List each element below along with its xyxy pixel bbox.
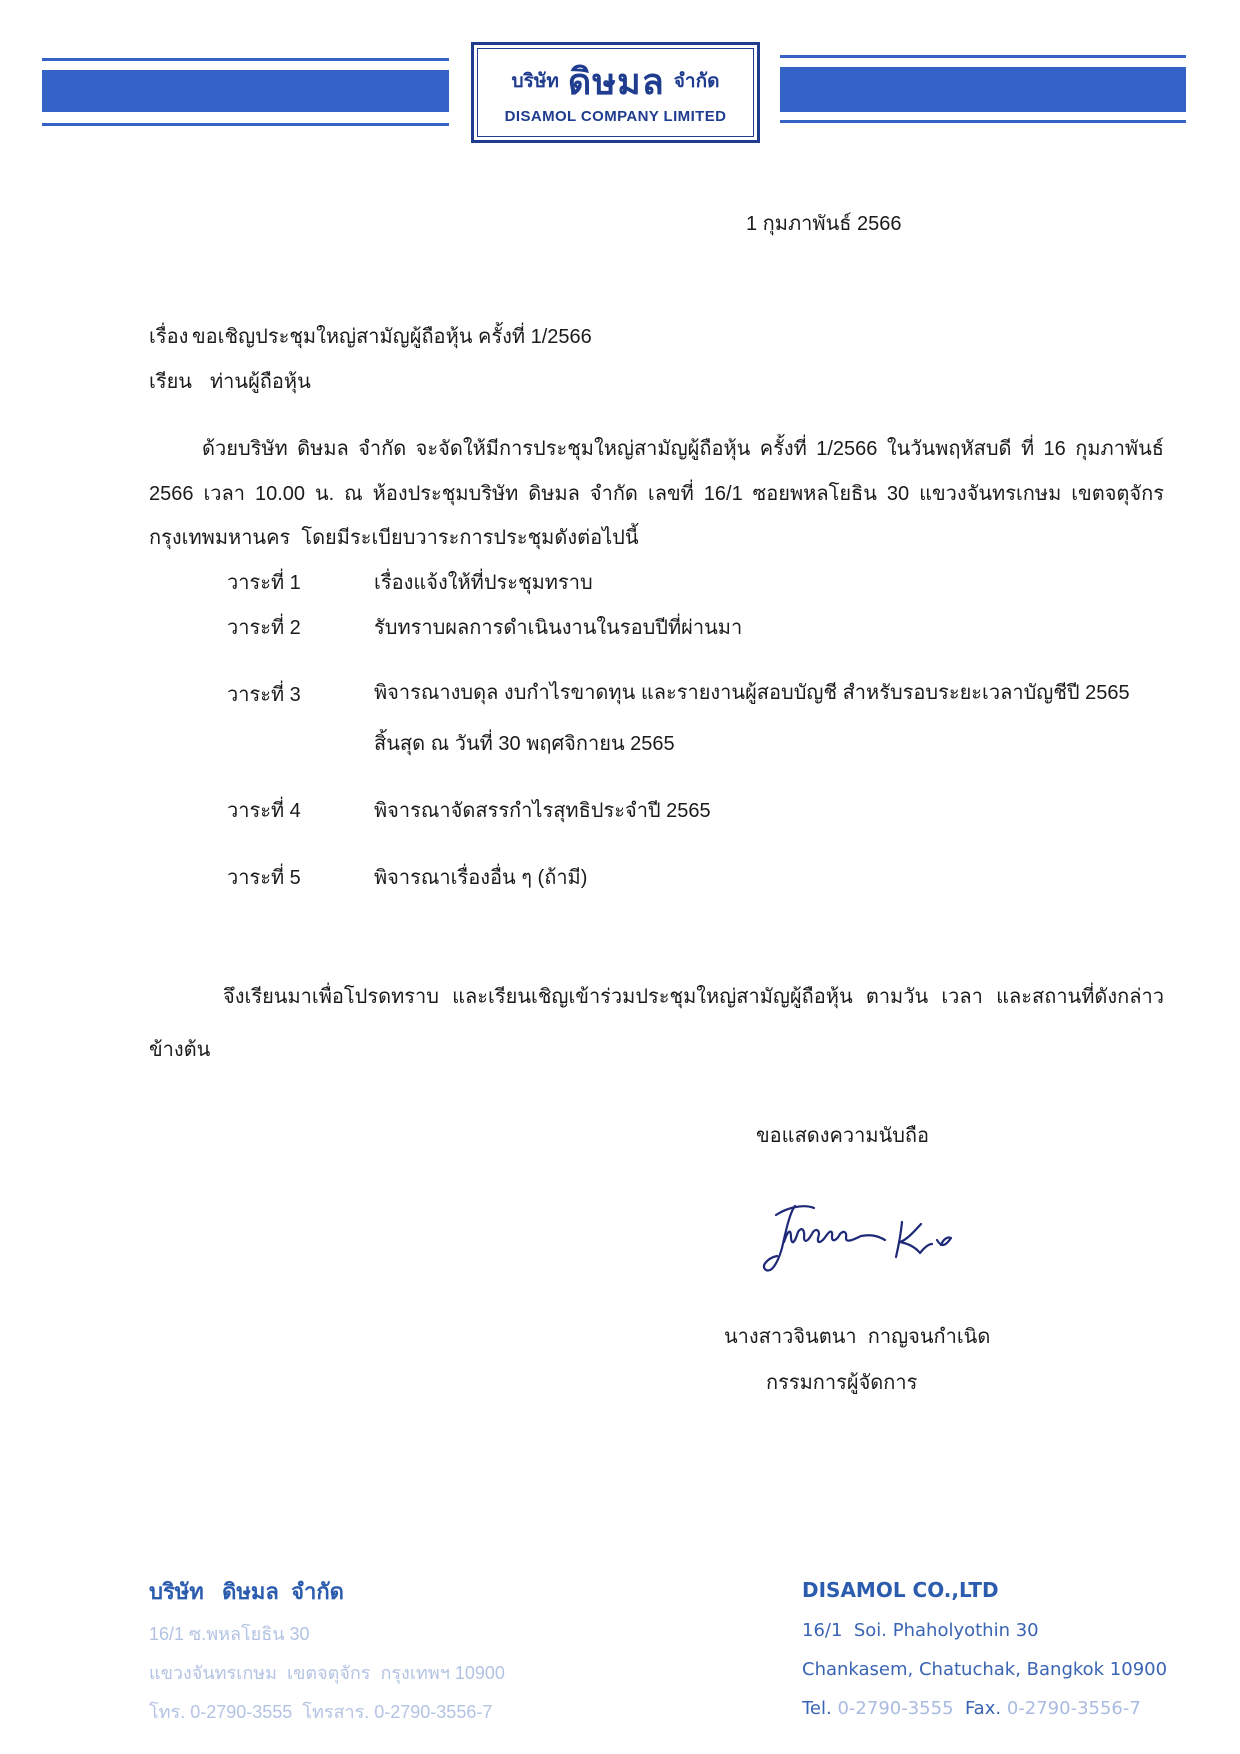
footer-thai-phone: โทร. 0-2790-3555 โทรสาร. 0-2790-3556-7	[149, 1702, 493, 1722]
signatory-title: กรรมการผู้จัดการ	[766, 1372, 918, 1394]
agenda-item-text: พิจารณาเรื่องอื่น ๆ (ถ้ามี)	[374, 867, 588, 889]
closing-line: จึงเรียนมาเพื่อโปรดทราบ และเรียนเชิญเข้าร่วมประชุมใหญ่สามัญผู้ถือหุ้น ตามวัน เวลา และสถานที่ดังกล่าว	[223, 986, 1164, 1008]
header-rule-right-thick	[780, 67, 1186, 112]
fax-label: Fax.	[964, 1698, 1002, 1719]
footer-english-address-2: Chankasem, Chatuchak, Bangkok 10900	[802, 1659, 1168, 1680]
agenda-item-label: วาระที่ 4	[227, 800, 301, 822]
body-line: ด้วยบริษัท ดิษมล จำกัด จะจัดให้มีการประชุมใหญ่สามัญผู้ถือหุ้น ครั้งที่ 1/2566 ในวันพฤหัสบดี ที่ 16 กุมภาพันธ์	[202, 438, 1164, 460]
agenda-item-text: เรื่องแจ้งให้ที่ประชุมทราบ	[374, 572, 593, 594]
agenda-item-text: รับทราบผลการดำเนินงานในรอบปีที่ผ่านมา	[374, 617, 743, 639]
header-rule-right-thin-top	[780, 55, 1186, 58]
closing-line: ข้างต้น	[149, 1039, 211, 1061]
header-rule-left-thin-top	[42, 58, 449, 61]
header-rule-left-thin-bottom	[42, 123, 449, 126]
footer-english-address-1: 16/1 Soi. Phaholyothin 30	[802, 1620, 1039, 1641]
agenda-item-text-continued: สิ้นสุด ณ วันที่ 30 พฤศจิกายน 2565	[374, 733, 675, 755]
body-line: กรุงเทพมหานคร โดยมีระเบียบวาระการประชุมดังต่อไปนี้	[149, 527, 639, 549]
logo-suffix: จำกัด	[673, 71, 720, 92]
signoff: ขอแสดงความนับถือ	[756, 1125, 930, 1147]
tel-number: 0-2790-3555	[837, 1698, 954, 1719]
letter-date: 1 กุมภาพันธ์ 2566	[746, 213, 902, 235]
recipient-text: ท่านผู้ถือหุ้น	[210, 371, 311, 393]
signature-image	[760, 1200, 965, 1282]
agenda-item-text: พิจารณาจัดสรรกำไรสุทธิประจำปี 2565	[374, 800, 711, 822]
agenda-item-label: วาระที่ 3	[227, 684, 301, 706]
header-rule-left-thick	[42, 70, 449, 112]
signatory-name: นางสาวจินตนา กาญจนกำเนิด	[724, 1326, 991, 1348]
footer-english-contact	[802, 1696, 1141, 1722]
company-logo	[471, 42, 760, 143]
agenda-item-label: วาระที่ 5	[227, 867, 301, 889]
agenda-item-text: พิจารณางบดุล งบกำไรขาดทุน และรายงานผู้สอบบัญชี สำหรับรอบระยะเวลาบัญชีปี 2565	[374, 682, 1130, 704]
fax-number: 0-2790-3556-7	[1006, 1698, 1141, 1719]
footer-thai-address-2: แขวงจันทรเกษม เขตจตุจักร กรุงเทพฯ 10900	[149, 1663, 505, 1683]
agenda-item-label: วาระที่ 2	[227, 617, 301, 639]
header-rule-right-thin-bottom	[780, 120, 1186, 123]
logo-prefix: บริษัท	[511, 71, 559, 92]
recipient-label: เรียน	[149, 371, 192, 393]
tel-label: Tel.	[802, 1698, 832, 1719]
subject-label: เรื่อง	[149, 326, 189, 348]
footer-thai-address-1: 16/1 ซ.พหลโยธิน 30	[149, 1624, 310, 1644]
footer-thai-company: บริษัท ดิษมล จำกัด	[149, 1579, 344, 1604]
logo-name: ดิษมล	[567, 60, 665, 102]
subject-text: ขอเชิญประชุมใหญ่สามัญผู้ถือหุ้น ครั้งที่ 1/2566	[192, 326, 592, 348]
logo-english-name: DISAMOL COMPANY LIMITED	[504, 108, 727, 125]
footer-english-company: DISAMOL CO.,LTD	[802, 1578, 999, 1602]
body-line: 2566 เวลา 10.00 น. ณ ห้องประชุมบริษัท ดิษมล จำกัด เลขที่ 16/1 ซอยพหลโยธิน 30 แขวงจันทรเกษม เขตจตุจักร	[149, 483, 1164, 505]
logo-thai-name	[474, 57, 757, 105]
agenda-item-label: วาระที่ 1	[227, 572, 301, 594]
